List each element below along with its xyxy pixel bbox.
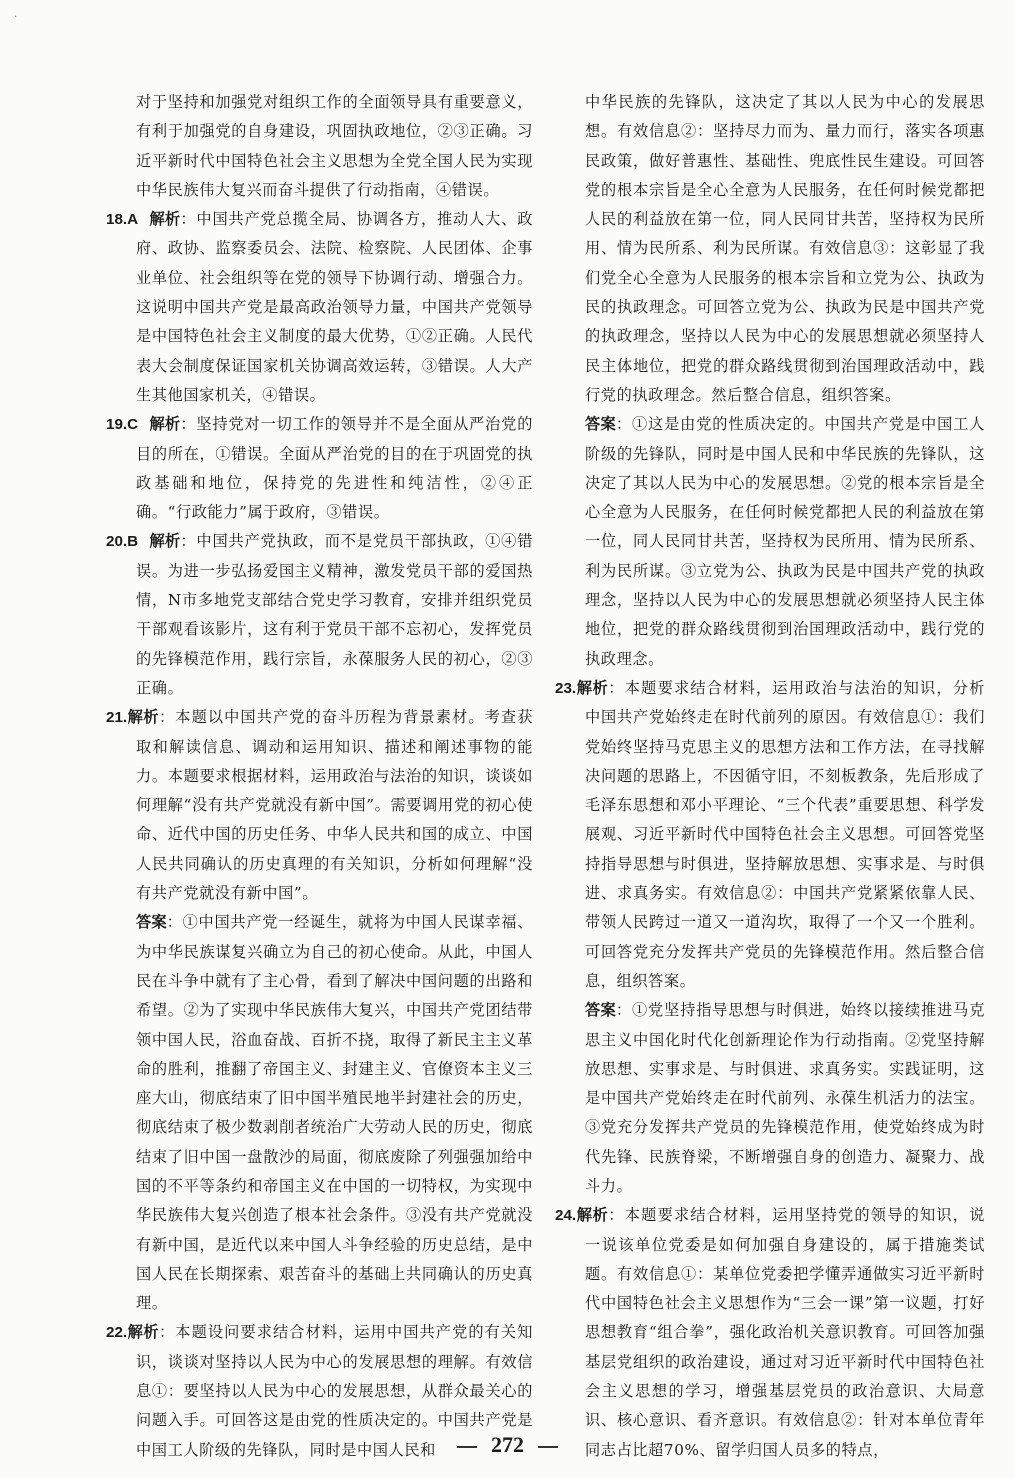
analysis-text: ：本题要求结合材料，运用坚持党的领导的知识，说一说该单位党委是如何加强自身建设的，属于措施类试题。有效信息①：某单位党委把学懂弄通做实习近平新时代中国特色社会主义思想作为“三会一课”第一议题，打好思想教育“组合拳”，强化政治机关意识教育。可回答加强基层党组织的政治建设，通过对习近平新时代中国特色社会主义思想的学习，增强基层党员的政治意识、大局意识、核心意识、看齐意识。有效信息②：针对本单位青年同志占比超70%、留学归国人员多的特点， [585,1206,986,1459]
paragraph [106,527,534,703]
question-number: 19. [106,416,128,434]
analysis-text: ：本题以中国共产党的奋斗历程为背景素材。考查获取和解读信息、调动和运用知识、描述和阐述事物的能力。本题要求根据材料，运用政治与法治的知识，谈谈如何理解“没有共产党就没有新中国”。需要调用党的初心使命、近代中国的历史任务、中华人民共和国的成立、中国人民共同确认的历史真理的有关知识，分析如何理解“没有共产党就没有新中国”。 [136,708,534,903]
answer-label: 答案 [136,913,167,932]
analysis-text: ：坚持党对一切工作的领导并不是全面从严治党的目的所在，①错误。全面从严治党的目的在于巩固党的执政基础和地位，保持党的先进性和纯洁性，②④正确。“行政能力”属于政府，③错误。 [136,415,534,522]
answer-label: 答案 [585,415,616,434]
answer-text: ：①中国共产党一经诞生，就将为中国人民谋幸福、为中华民族谋复兴确立为自己的初心使命。从此，中国人民在斗争中就有了主心骨，看到了解决中国问题的出路和希望。②为了实现中华民族伟大复兴，中国共产党团结带领中国人民，浴血奋战、百折不挠，取得了新民主主义革命的胜利，推翻了帝国主义、封建主义、官僚资本主义三座大山，彻底结束了旧中国半殖民地半封建社会的历史，彻底结束了极少数剥削者统治广大劳动人民的历史，彻底结束了旧中国一盘散沙的局面，彻底废除了列强强加给中国的不平等条约和帝国主义在中国的一切特权，为实现中华民族伟大复兴创造了根本社会条件。③没有共产党就没有新中国，是近代以来中国人斗争经验的历史总结，是中国人民在长期探索、艰苦奋斗的基础上共同确认的历史真理。 [136,913,533,1313]
question-number: 21. [106,709,128,727]
answer-choice: C [127,416,139,434]
page-footer [0,1432,1015,1458]
answer-paragraph [585,410,985,674]
analysis-text: ：中国共产党执政，而不是党员干部执政，①④错误。为进一步弘扬爱国主义精神，激发党员干部的爱国热情，N市多地党支部结合党史学习教育，安排并组织党员干部观看该影片，这有利于党员干部不忘初心，发挥党员的先锋模范作用，践行宗旨，永葆服务人民的初心，②③正确。 [136,532,534,697]
answer-choice: B [127,533,139,551]
analysis-text: ：本题设问要求结合材料，运用中国共产党的有关知识，谈谈对坚持以人民为中心的发展思想的理解。有效信息①：要坚持以人民为中心的发展思想，从群众最关心的问题入手。可回答这是由党的性质决定的。中国共产党是中国工人阶级的先锋队，同时是中国人民和 [136,1323,534,1459]
question-21 [106,703,533,1318]
analysis-label: 解析 [576,678,609,697]
q22-continuation [555,88,985,674]
question-number: 20. [106,533,128,551]
analysis-text: ：本题要求结合材料，运用政治与法治的知识，分析中国共产党始终走在时代前列的原因。有效信息①：我们党始终坚持马克思主义的思想方法和工作方法，在寻找解决问题的思路上，不因循守旧，不刻板教条，先后形成了毛泽东思想和邓小平理论、“三个代表”重要思想、科学发展观、习近平新时代中国特色社会主义思想。可回答党坚持指导思想与时俱进，坚持解放思想、实事求是、与时俱进、求真务实。有效信息②：中国共产党紧紧依靠人民、带领人民跨过一道又一道沟坎，取得了一个又一个胜利。可回答党充分发挥共产党员的先锋模范作用。然后整合信息，组织答案。 [585,678,986,990]
paragraph: 中华民族的先锋队，这决定了其以人民为中心的发展思想。有效信息②：坚持尽力而为、量力而行，落实各项惠民政策，做好普惠性、基础性、兜底性民生建设。可回答党的根本宗旨是全心全意为人民服务，在任何时候党都把人民的利益放在第一位，同人民同甘共苦，坚持权为民所用、情为民所系、利为民所谋。有效信息③：这彰显了我们党全心全意为人民服务的根本宗旨和立党为公、执政为民的执政理念。可回答立党为公、执政为民是中国共产党的执政理念，坚持以人民为中心的发展思想就必须坚持人民主体地位，把党的群众路线贯彻到治国理政活动中，践行党的执政理念。然后整合信息，组织答案。 [585,93,985,404]
left-column [106,88,533,1465]
question-number: 23. [555,679,577,697]
paragraph [106,205,534,410]
page-number: 272 [491,1432,524,1457]
paragraph [106,703,534,908]
answer-choice: A [127,211,139,229]
paragraph [555,1201,986,1465]
analysis-label: 解析 [149,532,181,551]
answer-text: ：①这是由党的性质决定的。中国共产党是中国工人阶级的先锋队，同时是中国人民和中华民族的先锋队，这决定了其以人民为中心的发展思想。②党的根本宗旨是全心全意为人民服务，在任何时候党都把人民的利益放在第一位，同人民同甘共苦，坚持权为民所用、情为民所系、利为民所谋。③立党为公、执政为民是中国共产党的执政理念，坚持以人民为中心的发展思想就必须坚持人民主体地位，把党的群众路线贯彻到治国理政活动中，践行党的执政理念。 [585,415,985,668]
right-column [555,88,985,1465]
analysis-label: 解析 [576,1206,609,1225]
analysis-label: 解析 [149,415,181,434]
paragraph [106,410,534,527]
question-20 [106,527,533,703]
question-number: 24. [555,1207,577,1225]
question-18 [106,205,533,410]
footer-dash [538,1446,558,1448]
question-23 [555,674,985,1201]
corner-mark: · [14,12,18,23]
answer-text: ：①党坚持指导思想与时俱进，始终以接续推进马克思主义中国化时代化创新理论作为行动指南。②党坚持解放思想、实事求是、与时俱进、求真务实。实践证明，这是中国共产党始终走在时代前列、永葆生机活力的法宝。③党充分发挥共产党员的先锋模范作用，使党始终成为时代先锋、民族脊梁，不断增强自身的创造力、凝聚力、战斗力。 [585,1001,985,1195]
analysis-label: 解析 [127,1323,159,1342]
answer-paragraph [585,996,985,1201]
answer-paragraph [136,908,533,1318]
question-number: 18. [106,211,128,229]
question-19 [106,410,533,527]
footer-dash [457,1446,477,1448]
analysis-label: 解析 [127,708,159,727]
paragraph: 对于坚持和加强党对组织工作的全面领导具有重要意义，有利于加强党的自身建设，巩固执政地位，②③正确。习近平新时代中国特色社会主义思想为全党全国人民为实现中华民族伟大复兴而奋斗提供了行动指南，④错误。 [136,93,533,199]
question-number: 22. [106,1324,128,1342]
analysis-text: ：中国共产党总揽全局、协调各方，推动人大、政府、政协、监察委员会、法院、检察院、人民团体、企事业单位、社会组织等在党的领导下协调行动、增强合力。这说明中国共产党是最高政治领导力量，中国共产党领导是中国特色社会主义制度的最大优势，①②正确。人民代表大会制度保证国家机关协调高效运转，③错误。人大产生其他国家机关，④错误。 [136,210,534,404]
question-24 [555,1201,985,1465]
paragraph [555,674,986,996]
answer-label: 答案 [585,1001,616,1020]
q17-continuation [106,88,533,205]
analysis-label: 解析 [149,210,181,229]
